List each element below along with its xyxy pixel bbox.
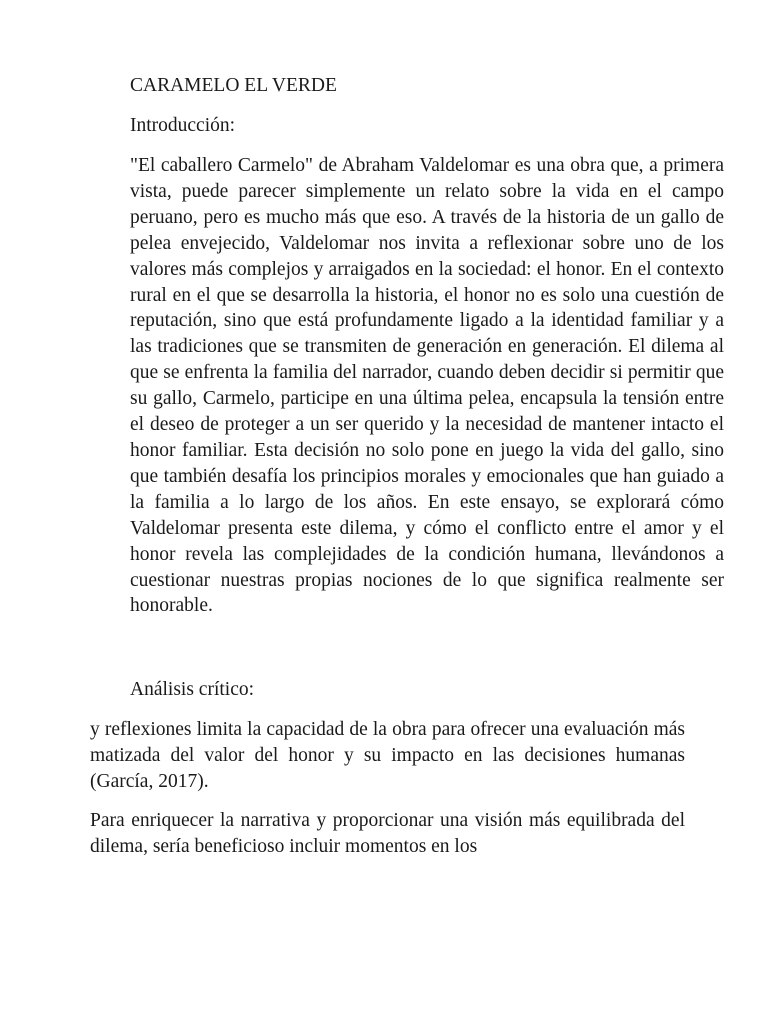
critical-analysis-heading: Análisis crítico:	[130, 679, 255, 700]
introduction-heading: Introducción:	[130, 115, 236, 136]
document-title: CARAMELO EL VERDE	[130, 75, 337, 96]
analysis-paragraph: y reflexiones limita la capacidad de la obra para ofrecer una evaluación más matizada del valor del honor y su impacto en las decisiones humanas (García, 2017).	[90, 719, 685, 792]
enrichment-paragraph: Para enriquecer la narrativa y proporcionar una visión más equilibrada del dilema, sería beneficioso incluir momentos en los	[90, 810, 685, 857]
introduction-paragraph: "El caballero Carmelo" de Abraham Valdelomar es una obra que, a primera vista, puede parecer simplemente un relato sobre la vida en el campo peruano, pero es mucho más que eso. A través de la historia de un gallo de pelea envejecido, Valdelomar nos invita a reflexionar sobre uno de los valores más complejos y arraigados en la sociedad: el honor. En el contexto rural en el que se desarrolla la historia, el honor no es solo una cuestión de reputación, sino que está profundamente ligado a la identidad familiar y a las tradiciones que se transmiten de generación en generación. El dilema al que se enfrenta la familia del narrador, cuando deben decidir si permitir que su gallo, Carmelo, participe en una última pelea, encapsula la tensión entre el deseo de proteger a un ser querido y la necesidad de mantener intacto el honor familiar. Esta decisión no solo pone en juego la vida del gallo, sino que también desafía los principios morales y emocionales que han guiado a la familia a lo largo de los años. En este ensayo, se explorará cómo Valdelomar presenta este dilema, y cómo el conflicto entre el amor y el honor revela las complejidades de la condición humana, llevándonos a cuestionar nuestras propias nociones de lo que significa realmente ser honorable.	[130, 155, 724, 617]
